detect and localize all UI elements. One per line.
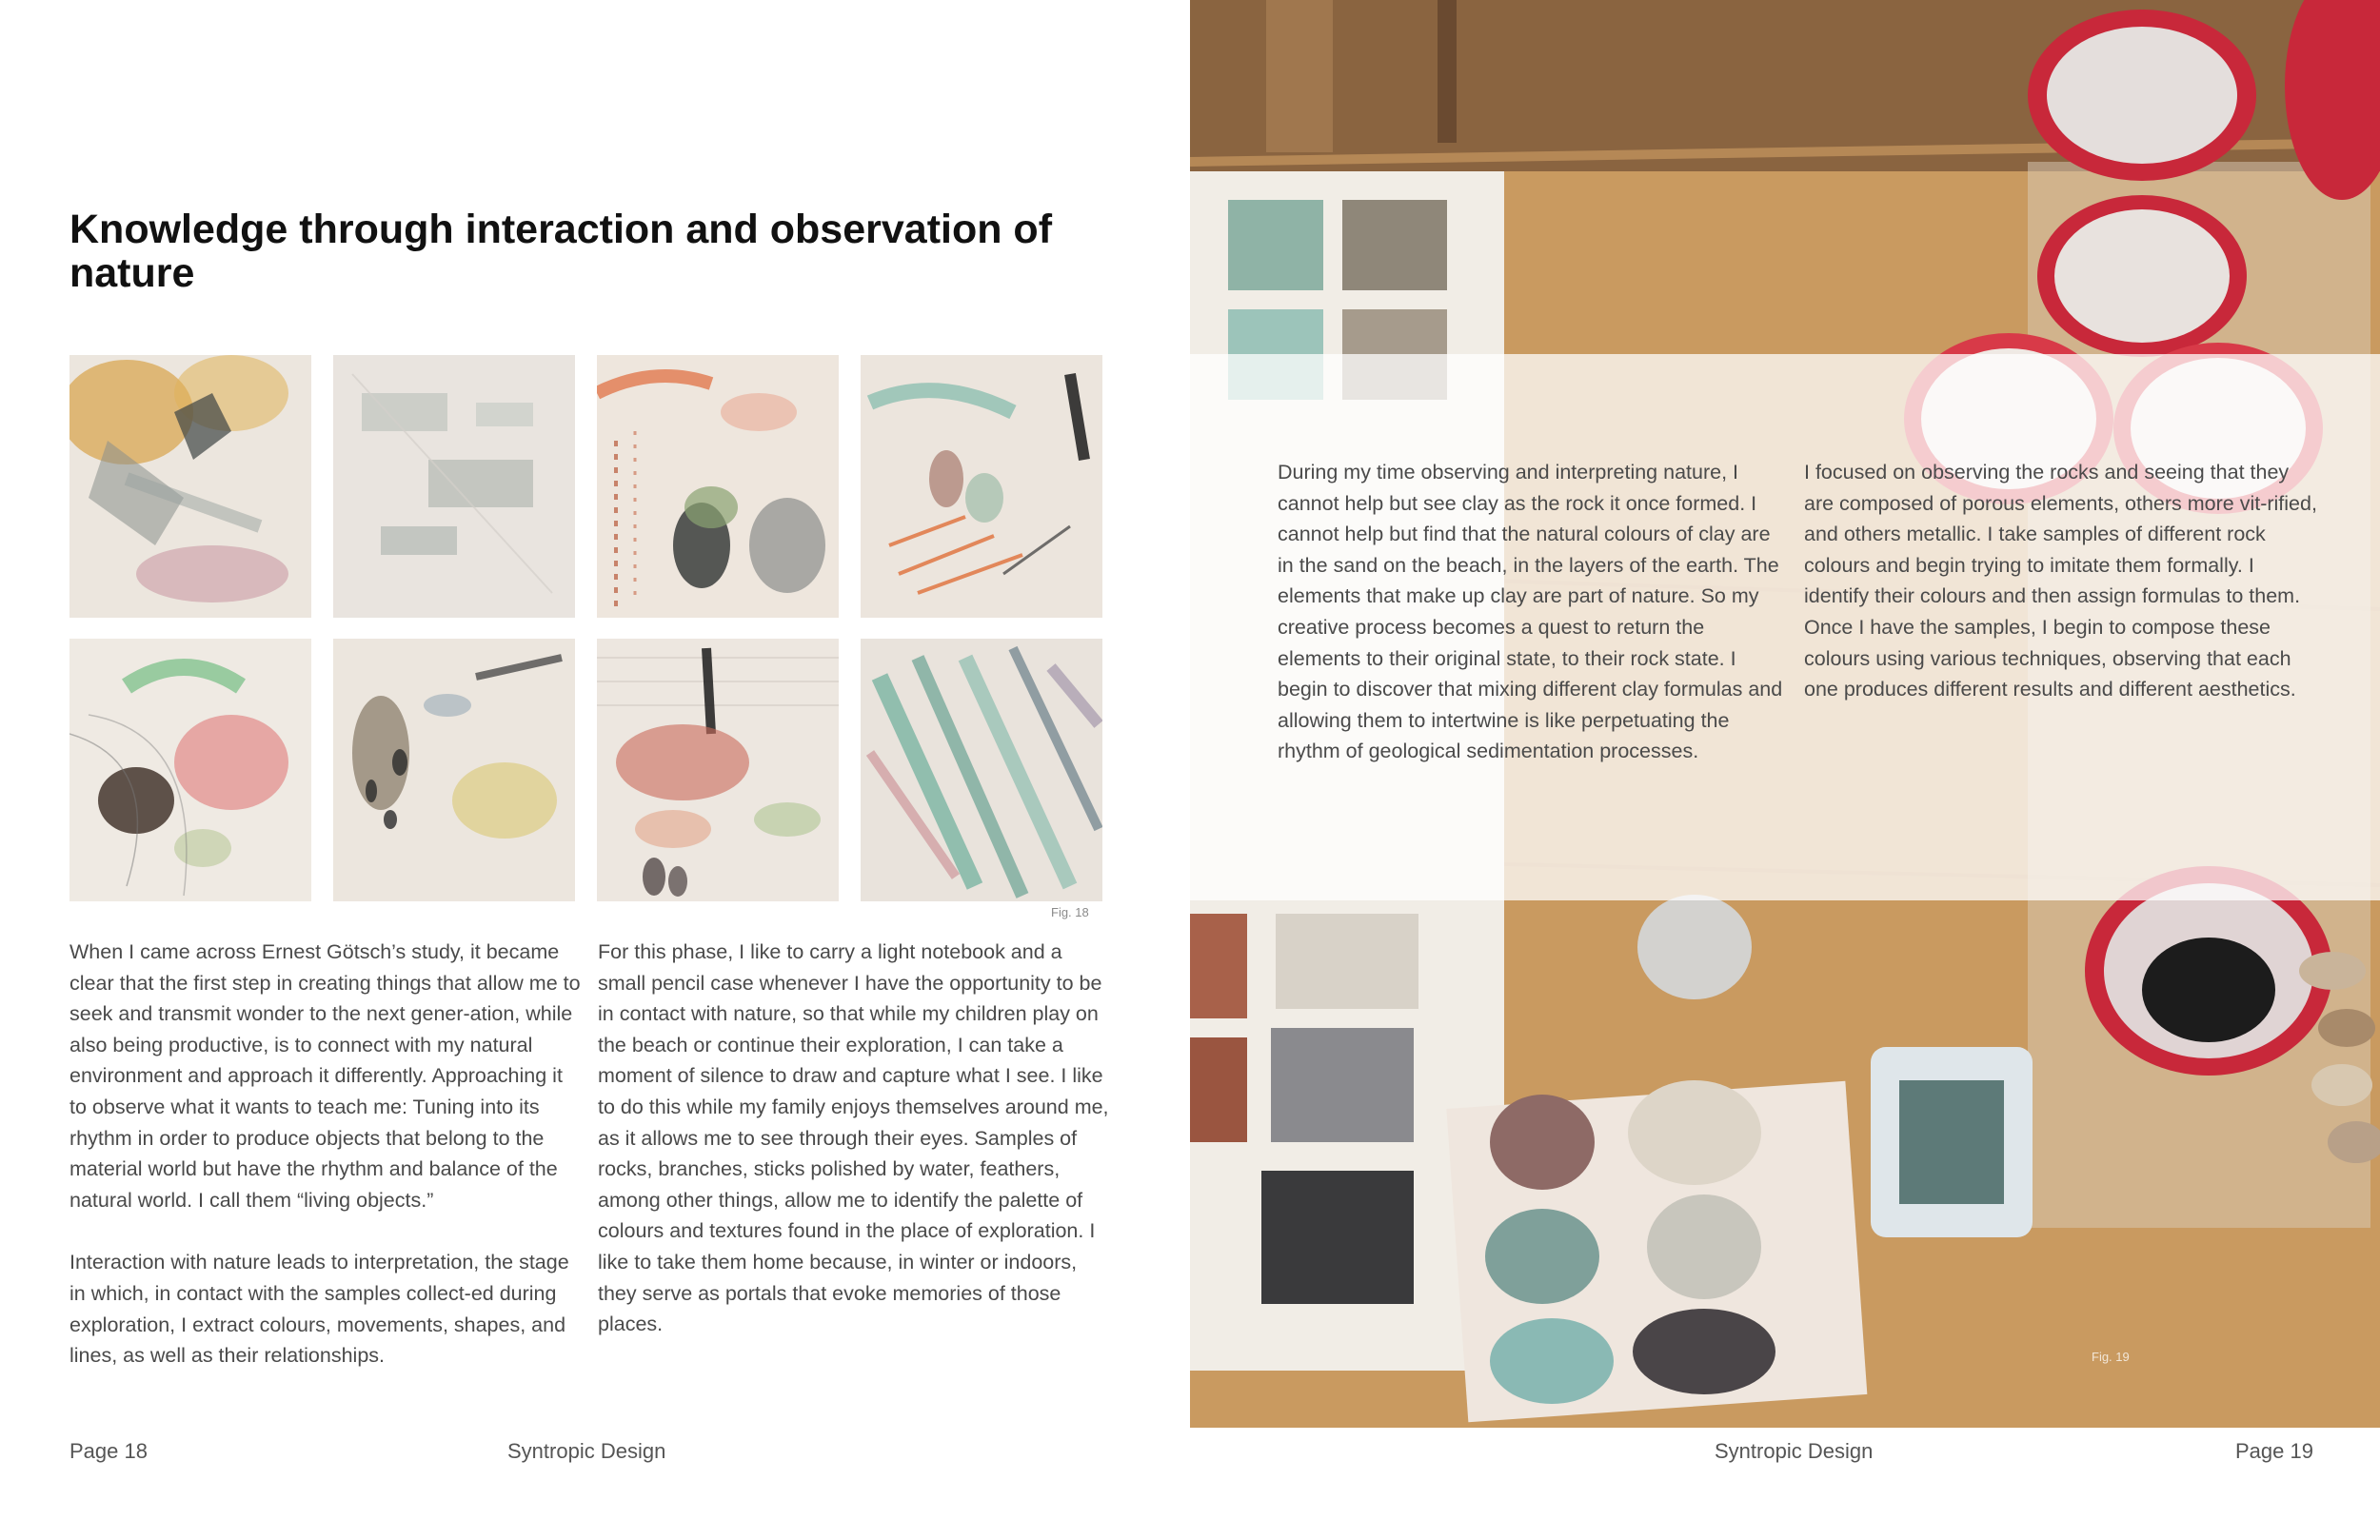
- body-column-1: [69, 937, 584, 1403]
- watercolor-tile-7: [597, 639, 839, 901]
- paragraph: Interaction with nature leads to interpretation, the stage in which, in contact with the samples collect-ed during exploration, I extract colours, movements, shapes, and lines, as well as their relationships.: [69, 1251, 569, 1368]
- watercolor-tile-3: [597, 355, 839, 618]
- watercolor-grid: [69, 355, 1103, 901]
- publication-name: Syntropic Design: [1715, 1439, 1874, 1463]
- right-page: [1190, 0, 2380, 1428]
- paragraph: For this phase, I like to carry a light notebook and a small pencil case whenever I have the opportunity to be in contact with nature, so that while my children play on the beach or continue their exploration, I can take a moment of silence to draw and capture what I see. I like to do this while my family enjoys themselves around me, as it allows me to see through their eyes. Samples of rocks, branches, sticks polished by water, feathers, among other things, allow me to identify the palette of colours and textures found in the place of exploration. I like to take them home because, in winter or indoors, they serve as portals that evoke memories of those places.: [598, 940, 1109, 1336]
- right-body-column-2: I focused on observing the rocks and seeing that they are composed of porous elements, others more vit-rified, and others metallic. I take samples of different rock colours and begin trying to imitate them formally. I identify their colours and then assign formulas to them. Once I have the samples, I begin to compose these colours using various techniques, observing that each one produces different results and different aesthetics.: [1804, 461, 2317, 701]
- publication-name: Syntropic Design: [507, 1439, 666, 1463]
- watercolor-tile-4: [861, 355, 1102, 618]
- watercolor-tile-6: [333, 639, 575, 901]
- figure-caption: Fig. 19: [2092, 1350, 2130, 1364]
- page-number: Page 19: [2235, 1439, 2313, 1463]
- page-title: Knowledge through interaction and observation of nature: [69, 207, 1053, 296]
- page-number: Page 18: [69, 1439, 148, 1463]
- watercolor-tile-8: [861, 639, 1102, 901]
- watercolor-tile-2: [333, 355, 575, 618]
- right-body-column-1: During my time observing and interpreting nature, I cannot help but see clay as the rock it once formed. I cannot help but find that the natural colours of clay are in the sand on the beach, in the layers of the earth. The elements that make up clay are part of nature. So my creative process becomes a quest to return the elements to their original state, to their rock state. I begin to discover that mixing different clay formulas and allowing them to intertwine is like perpetuating the rhythm of geological sedimentation processes.: [1278, 461, 1783, 763]
- watercolor-tile-1: [69, 355, 311, 618]
- paragraph: When I came across Ernest Götsch’s study, it became clear that the first step in creating things that allow me to seek and transmit wonder to the next gener-ation, while also being productive, is to connect with my natural environment and approach it differently. Approaching it to observe what it wants to teach me: Tuning into its rhythm in order to produce objects that belong to the material world but have the rhythm and balance of the natural world. I call them “living objects.”: [69, 940, 581, 1212]
- body-column-2: [598, 937, 1112, 1372]
- figure-caption: Fig. 18: [1051, 905, 1089, 919]
- watercolor-tile-5: [69, 639, 311, 901]
